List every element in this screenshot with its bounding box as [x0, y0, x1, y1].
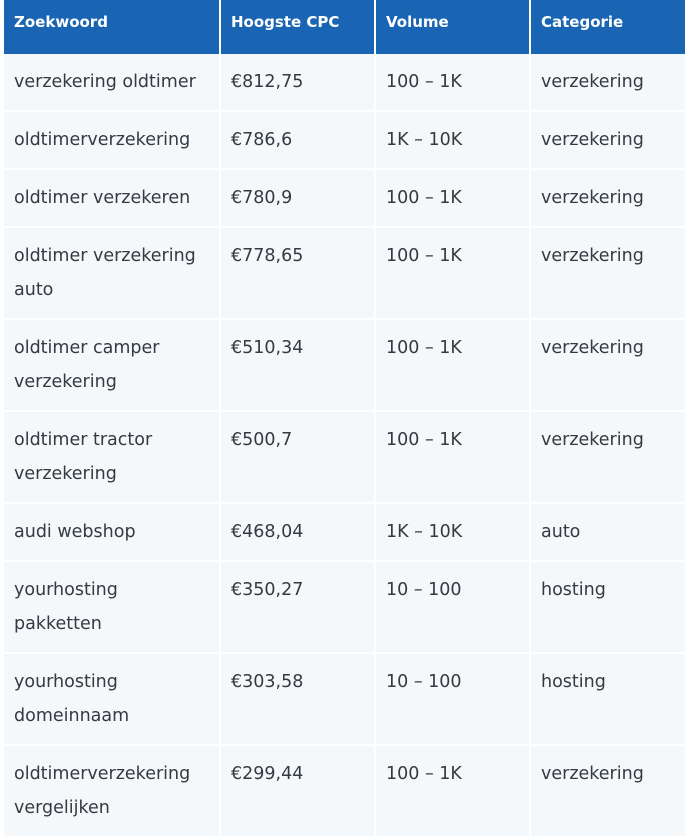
- table-row: [4, 319, 685, 411]
- table-body: [4, 54, 685, 837]
- keyword-cell: oldtimerverzekering: [4, 111, 220, 169]
- category-cell: hosting: [530, 653, 685, 745]
- column-header-keyword[interactable]: Zoekwoord: [4, 0, 220, 54]
- cpc-cell: €468,04: [220, 503, 375, 561]
- keyword-cell: oldtimer verzekering auto: [4, 227, 220, 319]
- keyword-cell: audi webshop: [4, 503, 220, 561]
- volume-cell: 10 – 100: [375, 653, 530, 745]
- category-cell: verzekering: [530, 111, 685, 169]
- category-cell: verzekering: [530, 54, 685, 111]
- keyword-table-container: [4, 0, 685, 818]
- volume-cell: 100 – 1K: [375, 227, 530, 319]
- volume-cell: 1K – 10K: [375, 111, 530, 169]
- volume-cell: 1K – 10K: [375, 503, 530, 561]
- table-row: [4, 411, 685, 503]
- column-header-category[interactable]: Categorie: [530, 0, 685, 54]
- keyword-cell: oldtimer camper verzekering: [4, 319, 220, 411]
- keyword-cell: oldtimerverzekering vergelijken: [4, 745, 220, 837]
- cpc-cell: €510,34: [220, 319, 375, 411]
- keyword-cell: oldtimer tractor verzekering: [4, 411, 220, 503]
- table-row: [4, 111, 685, 169]
- cpc-cell: €812,75: [220, 54, 375, 111]
- volume-cell: 10 – 100: [375, 561, 530, 653]
- table-header: [4, 0, 685, 54]
- volume-cell: 100 – 1K: [375, 169, 530, 227]
- table-row: [4, 745, 685, 837]
- volume-cell: 100 – 1K: [375, 54, 530, 111]
- keyword-cell: verzekering oldtimer: [4, 54, 220, 111]
- category-cell: verzekering: [530, 227, 685, 319]
- column-header-volume[interactable]: Volume: [375, 0, 530, 54]
- keyword-cell: yourhosting pakketten: [4, 561, 220, 653]
- cpc-cell: €780,9: [220, 169, 375, 227]
- table-row: [4, 227, 685, 319]
- table-row: [4, 561, 685, 653]
- keyword-cell: yourhosting domeinnaam: [4, 653, 220, 745]
- keyword-table: [4, 0, 685, 838]
- table-row: [4, 503, 685, 561]
- table-row: [4, 54, 685, 111]
- cpc-cell: €350,27: [220, 561, 375, 653]
- category-cell: verzekering: [530, 319, 685, 411]
- volume-cell: 100 – 1K: [375, 411, 530, 503]
- cpc-cell: €303,58: [220, 653, 375, 745]
- table-row: [4, 653, 685, 745]
- cpc-cell: €500,7: [220, 411, 375, 503]
- header-row: [4, 0, 685, 54]
- category-cell: auto: [530, 503, 685, 561]
- category-cell: verzekering: [530, 169, 685, 227]
- category-cell: hosting: [530, 561, 685, 653]
- cpc-cell: €786,6: [220, 111, 375, 169]
- category-cell: verzekering: [530, 411, 685, 503]
- cpc-cell: €778,65: [220, 227, 375, 319]
- keyword-cell: oldtimer verzekeren: [4, 169, 220, 227]
- table-row: [4, 169, 685, 227]
- column-header-cpc[interactable]: Hoogste CPC: [220, 0, 375, 54]
- volume-cell: 100 – 1K: [375, 319, 530, 411]
- cpc-cell: €299,44: [220, 745, 375, 837]
- category-cell: verzekering: [530, 745, 685, 837]
- volume-cell: 100 – 1K: [375, 745, 530, 837]
